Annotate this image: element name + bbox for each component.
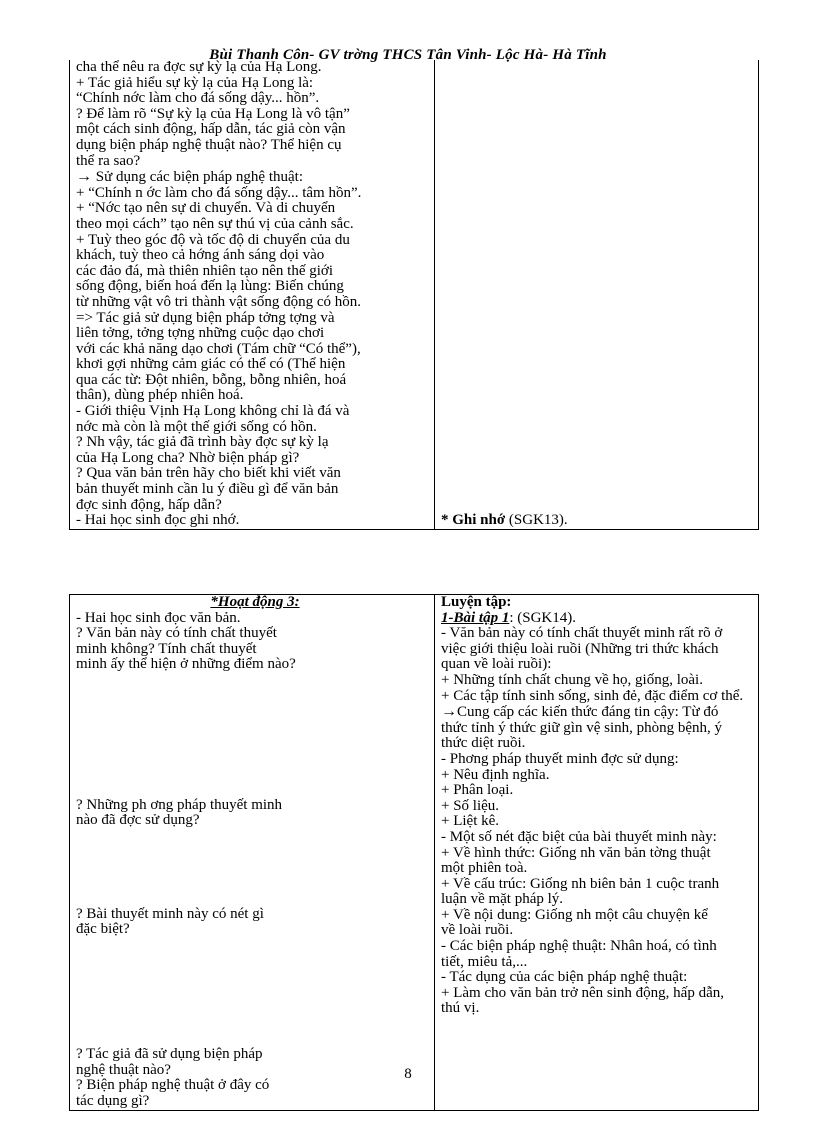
text-line: ? Nh vậy, tác giả đã trình bày đợc sự kỳ lạ	[76, 435, 329, 451]
blank-line	[76, 829, 434, 845]
blank-line	[76, 751, 434, 767]
text-line: khơi gợi những cảm giác có thể có (Thể hiện	[76, 357, 346, 373]
text-line: đặc biệt?	[76, 922, 130, 938]
left-column	[70, 60, 435, 529]
lesson-table-practice	[69, 594, 759, 1111]
blank-line	[76, 876, 434, 892]
text-line: Cung cấp các kiến thức đáng tin cậy: Từ đó	[457, 704, 719, 721]
text-line: dụng biện pháp nghệ thuật nào? Thể hiện cụ	[76, 137, 342, 153]
text-line: quan về loài ruồi):	[441, 657, 552, 673]
right-arrow-icon: →	[441, 704, 457, 721]
exercise-ref: : (SGK14).	[509, 610, 577, 626]
text-line: + Nêu định nghĩa.	[441, 767, 550, 783]
text-line: + Những tính chất chung về họ, giống, loài.	[441, 672, 703, 688]
text-line: một cách sinh động, hấp dẫn, tác giả còn vận	[76, 122, 346, 138]
practice-heading: Luyện tập:	[441, 595, 512, 610]
blank-line	[76, 1000, 434, 1016]
text-line: + Tuỳ theo góc độ và tốc độ di chuyển của du	[76, 232, 350, 248]
text-line: thân), dùng phép nhiên hoá.	[76, 388, 244, 404]
text-line: tác dụng gì?	[76, 1094, 150, 1109]
text-line: - Hai học sinh đọc ghi nhớ.	[76, 513, 240, 529]
text-line: ? Để làm rõ “Sự kỳ lạ của Hạ Long là vô tận”	[76, 106, 350, 122]
text-line: + Về nội dung: Giống nh một câu chuyện kể	[441, 907, 708, 923]
summary-note-label: * Ghi nhớ	[441, 513, 506, 529]
right-column	[435, 595, 759, 1111]
blank-line	[76, 969, 434, 985]
blank-line	[76, 954, 434, 970]
text-line: nào đã đợc sử dụng?	[76, 813, 200, 829]
text-line: “Chính nớc làm cho đá sống dậy... hồn”.	[76, 91, 320, 107]
text-line: + Về hình thức: Giống nh văn bản tờng thuật	[441, 845, 711, 861]
text-line: - Văn bản này có tính chất thuyết minh rất rõ ở	[441, 626, 723, 642]
text-line: việc giới thiệu loài ruồi (Những tri thức khách	[441, 641, 719, 657]
right-arrow-icon: →	[76, 169, 92, 186]
text-line: cha thể nêu ra đợc sự kỳ lạ của Hạ Long.	[76, 60, 322, 75]
activity-heading: *Hoạt động 3:	[210, 595, 300, 610]
text-line: + Tác giả hiểu sự kỳ lạ của Hạ Long là:	[76, 75, 314, 91]
summary-note	[441, 513, 758, 529]
text-line: theo mọi cách” tạo nên sự thú vị của cảnh sắc.	[76, 216, 354, 232]
text-line: nớc mà còn là một thế giới sống có hồn.	[76, 419, 317, 435]
blank-line	[76, 782, 434, 798]
text-line: => Tác giả sử dụng biện pháp tởng tợng và	[76, 310, 335, 326]
text-line: + Về cấu trúc: Giống nh biên bản 1 cuộc tranh	[441, 876, 720, 892]
text-line: qua các từ: Đột nhiên, bỗng, bỗng nhiên, hoá	[76, 372, 347, 388]
text-line: ? Biện pháp nghệ thuật ở đây có	[76, 1078, 270, 1094]
text-line: ? Bài thuyết minh này có nét gì	[76, 906, 264, 922]
blank-line	[76, 845, 434, 861]
summary-note-ref: (SGK13).	[505, 513, 568, 529]
blank-line	[76, 704, 434, 720]
lesson-table-top	[69, 60, 759, 530]
blank-line	[76, 985, 434, 1001]
text-line: với các khả năng dạo chơi (Tám chữ “Có thể”),	[76, 341, 361, 357]
text-line: + “Nớc tạo nên sự di chuyển. Và di chuyển	[76, 201, 336, 217]
page-number: 8	[404, 1066, 412, 1082]
text-line: bản thuyết minh cần lu ý điều gì để văn bản	[76, 482, 339, 498]
blank-line	[76, 673, 434, 689]
text-line: ? Tác giả đã sử dụng biện pháp	[76, 1047, 263, 1063]
text-line: ? Văn bản này có tính chất thuyết	[76, 626, 277, 642]
blank-line	[76, 1016, 434, 1032]
text-line: + Số liệu.	[441, 798, 500, 814]
blank-line	[76, 689, 434, 705]
text-line: liên tởng, tởng tợng những cuộc dạo chơi	[76, 326, 325, 342]
text-line: sống động, biến hoá đến lạ lùng: Biến chúng	[76, 279, 344, 295]
blank-line	[76, 735, 434, 751]
text-line: nghệ thuật nào?	[76, 1062, 171, 1078]
blank-line	[76, 891, 434, 907]
text-line: tiết, miêu tả,...	[441, 954, 528, 970]
text-line: một phiên toà.	[441, 861, 528, 877]
text-line: - Tác dụng của các biện pháp nghệ thuật:	[441, 970, 688, 986]
text-line: minh không? Tính chất thuyết	[76, 641, 257, 657]
text-line: về loài ruồi.	[441, 923, 514, 939]
text-line: luận về mặt pháp lý.	[441, 892, 564, 908]
blank-line	[76, 860, 434, 876]
text-line: thể ra sao?	[76, 153, 141, 169]
text-line: ? Qua văn bản trên hãy cho biết khi viết văn	[76, 466, 341, 482]
exercise-title	[441, 611, 758, 627]
text-line: thức diệt ruồi.	[441, 736, 526, 752]
text-line: - Phơng pháp thuyết minh đợc sử dụng:	[441, 751, 679, 767]
blank-line	[76, 1032, 434, 1048]
text-line: + Liệt kê.	[441, 814, 500, 830]
text-line: + Các tập tính sinh sống, sinh đẻ, đặc điểm cơ thể.	[441, 688, 744, 704]
blank-line	[76, 767, 434, 783]
text-line: minh ấy thể hiện ở những điểm nào?	[76, 657, 296, 673]
arrow-line	[76, 169, 434, 186]
blank-line	[76, 938, 434, 954]
page-header: Bùi Thanh Côn- GV trờng THCS Tân Vinh- Lộc Hà- Hà Tĩnh	[209, 47, 607, 63]
text-line: + Phân loại.	[441, 783, 514, 799]
text-line: + Làm cho văn bản trở nên sinh động, hấp dẫn,	[441, 985, 724, 1001]
text-line: - Các biện pháp nghệ thuật: Nhân hoá, có tình	[441, 939, 717, 955]
text-line: thức tỉnh ý thức giữ gìn vệ sinh, phòng bệnh, ý	[441, 720, 723, 736]
text-line: + “Chính n ớc làm cho đá sống dậy... tâm hồn”.	[76, 185, 362, 201]
text-line: của Hạ Long cha? Nhờ biện pháp gì?	[76, 450, 300, 466]
right-column	[435, 60, 759, 529]
text-line: đợc sinh động, hấp dẫn?	[76, 497, 222, 513]
arrow-line	[441, 704, 758, 721]
blank-line	[76, 720, 434, 736]
text-line: các đảo đá, mà thiên nhiên tạo nên thế giới	[76, 263, 334, 279]
left-column	[70, 595, 435, 1111]
text-line: ? Những ph ơng pháp thuyết minh	[76, 797, 283, 813]
text-line: - Giới thiệu Vịnh Hạ Long không chỉ là đá và	[76, 404, 350, 420]
text-line: từ những vật vô tri thành vật sống động có hồn.	[76, 294, 361, 310]
text-line: khách, tuỳ theo cả hớng ánh sáng dọi vào	[76, 248, 325, 264]
text-line: Sử dụng các biện pháp nghệ thuật:	[95, 169, 303, 186]
exercise-number: 1-Bài tập 1	[441, 610, 510, 626]
text-line: - Một số nét đặc biệt của bài thuyết minh này:	[441, 829, 717, 845]
text-line: thú vị.	[441, 1001, 480, 1017]
text-line: - Hai học sinh đọc văn bản.	[76, 610, 241, 626]
